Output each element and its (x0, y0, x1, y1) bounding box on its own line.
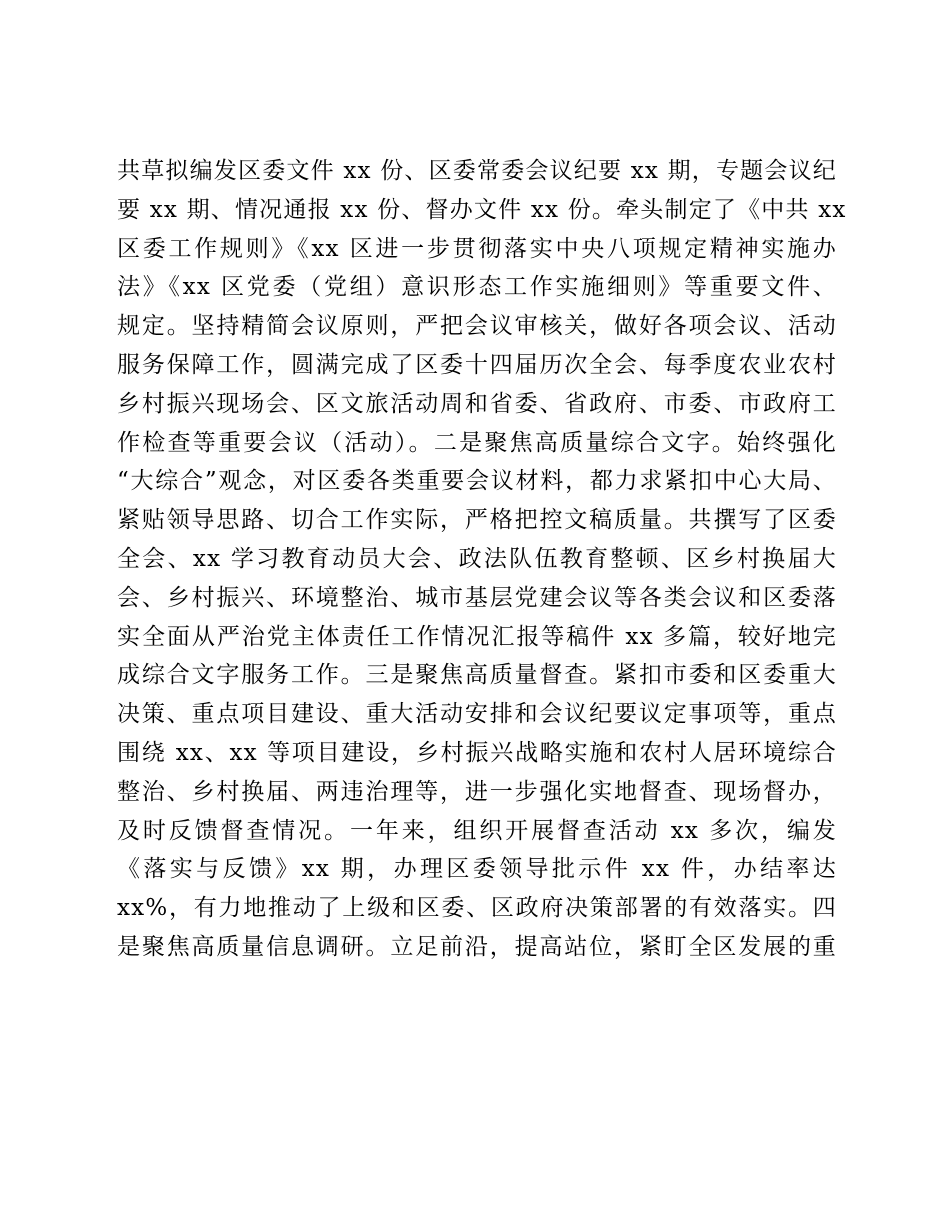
text-line-7: 乡村振兴现场会、区文旅活动周和省委、省政府、市委、市政府工 (117, 390, 837, 417)
text-line-16: 围绕 xx、xx 等项目建设，乡村振兴战略实施和农村人居环境综合 (117, 739, 837, 766)
text-line-19: 《落实与反馈》xx 期，办理区委领导批示件 xx 件，办结率达 (117, 856, 837, 883)
text-line-10: 紧贴领导思路、切合工作实际，严格把控文稿质量。共撰写了区委 (117, 507, 837, 534)
text-line-21: 是聚焦高质量信息调研。立足前沿，提高站位，紧盯全区发展的重 (117, 933, 837, 960)
text-line-9: “大综合”观念，对区委各类重要会议材料，都力求紧扣中心大局、 (117, 468, 837, 495)
text-line-13: 实全面从严治党主体责任工作情况汇报等稿件 xx 多篇，较好地完 (117, 623, 837, 650)
text-line-15: 决策、重点项目建设、重大活动安排和会议纪要议定事项等，重点 (117, 701, 837, 728)
text-line-17: 整治、乡村换届、两违治理等，进一步强化实地督查、现场督办， (117, 778, 837, 805)
text-line-20: xx%，有力地推动了上级和区委、区政府决策部署的有效落实。四 (117, 895, 837, 922)
body-text (117, 152, 847, 967)
text-line-3: 区委工作规则》《xx 区进一步贯彻落实中央八项规定精神实施办 (117, 235, 837, 262)
text-line-11: 全会、xx 学习教育动员大会、政法队伍教育整顿、区乡村换届大 (117, 545, 837, 572)
text-line-5: 规定。坚持精简会议原则，严把会议审核关，做好各项会议、活动 (117, 313, 837, 340)
text-line-4: 法》《xx 区党委（党组）意识形态工作实施细则》等重要文件、 (117, 274, 837, 301)
text-line-12: 会、乡村振兴、环境整治、城市基层党建会议等各类会议和区委落 (117, 584, 837, 611)
text-line-8: 作检查等重要会议（活动）。二是聚焦高质量综合文字。始终强化 (117, 429, 837, 456)
text-line-18: 及时反馈督查情况。一年来，组织开展督查活动 xx 多次，编发 (117, 817, 837, 844)
text-line-1: 共草拟编发区委文件 xx 份、区委常委会议纪要 xx 期，专题会议纪 (117, 158, 837, 184)
text-line-6: 服务保障工作，圆满完成了区委十四届历次全会、每季度农业农村 (117, 351, 837, 378)
text-line-14: 成综合文字服务工作。三是聚焦高质量督查。紧扣市委和区委重大 (117, 662, 837, 689)
text-line-2: 要 xx 期、情况通报 xx 份、督办文件 xx 份。牵头制定了《中共 xx (117, 196, 847, 223)
